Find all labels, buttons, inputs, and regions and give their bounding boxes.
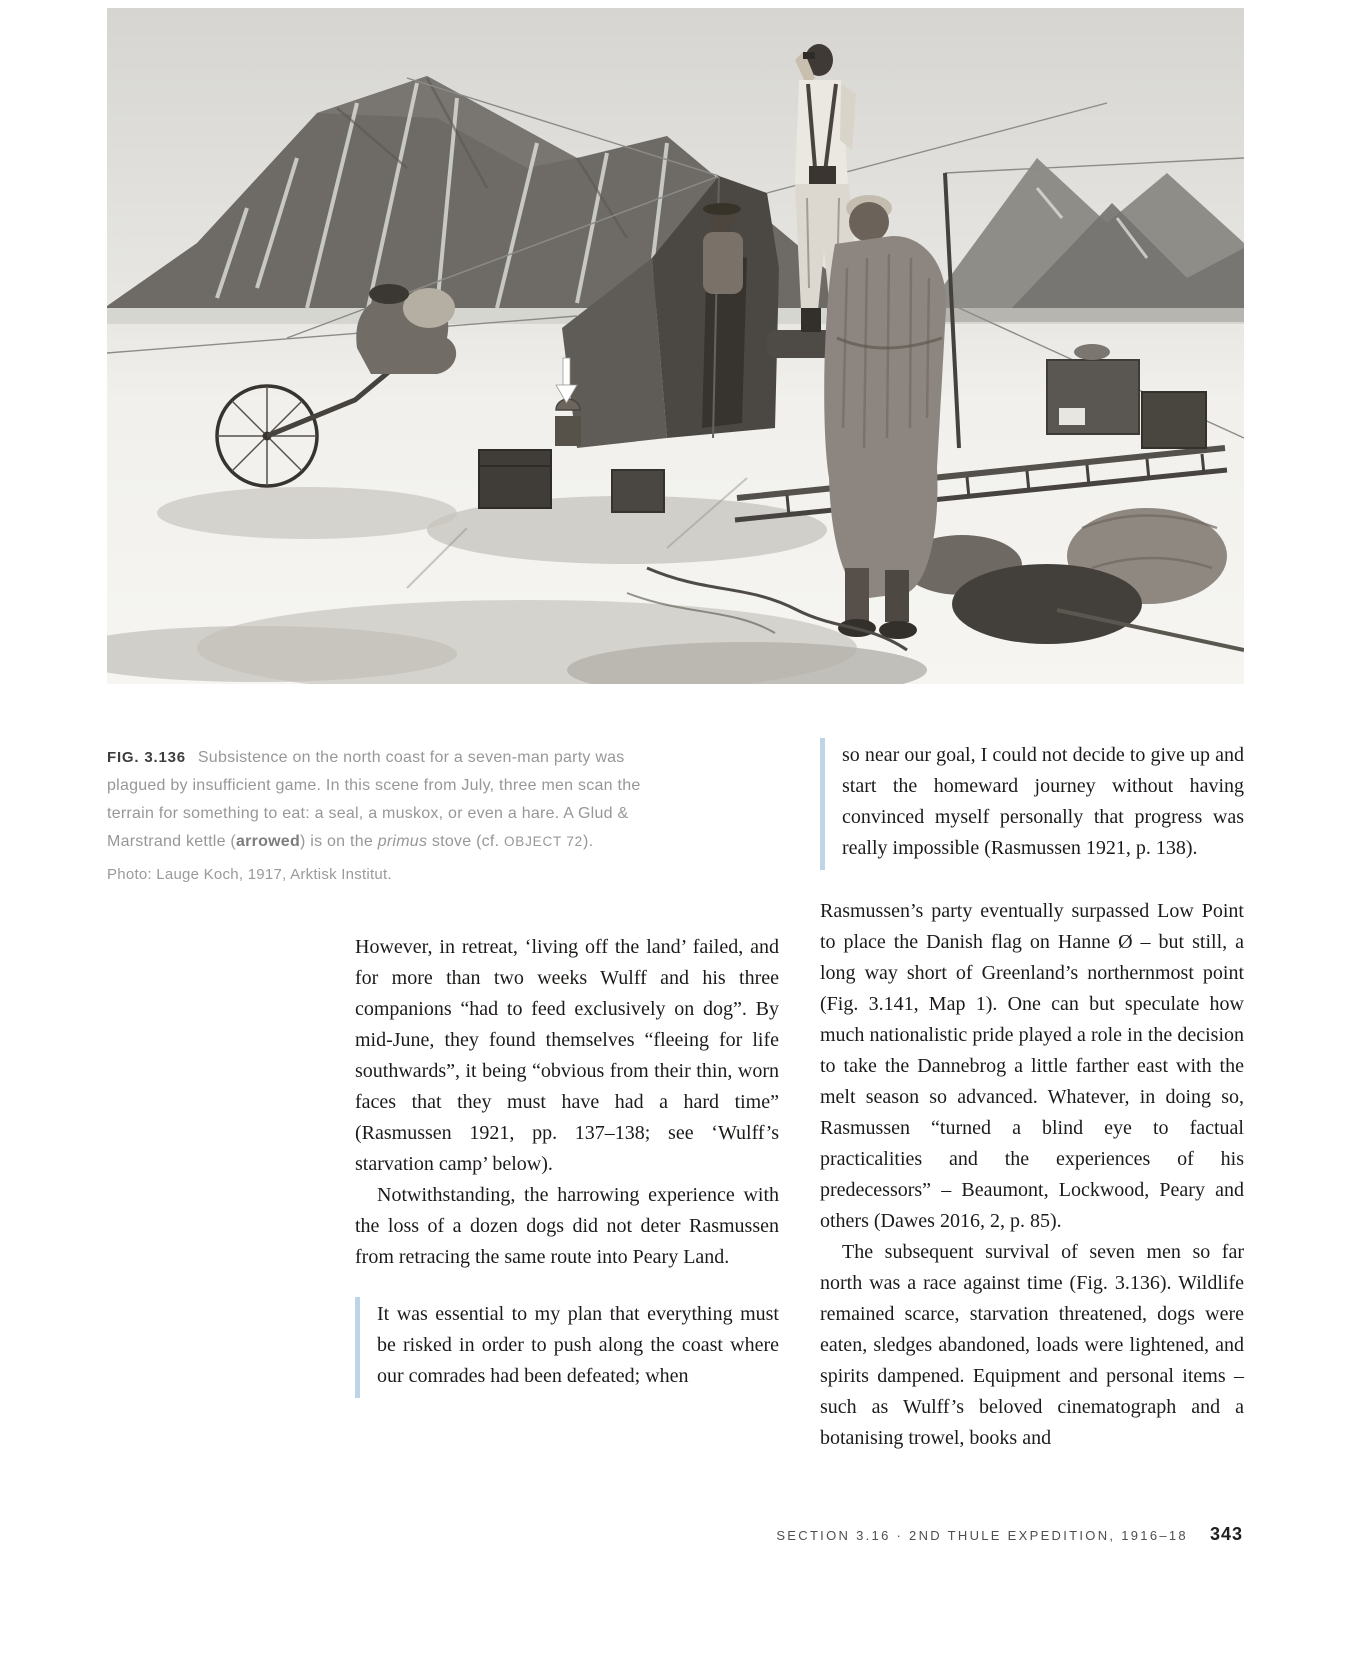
caption-bold-arrowed: arrowed bbox=[235, 833, 300, 850]
blockquote bbox=[355, 1297, 779, 1398]
running-footer-section: SECTION 3.16 · 2ND THULE EXPEDITION, 1916–18 bbox=[776, 1528, 1188, 1543]
quote-text: It was essential to my plan that everything must be risked in order to push along the coast where our comrades had been defeated; when bbox=[377, 1303, 779, 1387]
page-footer bbox=[776, 1524, 1243, 1545]
expedition-photo bbox=[107, 8, 1244, 684]
caption-text: Subsistence on the north coast for a seven-man party was plagued by insufficient game. In this scene from July, three men scan the terrain for something to eat: a seal, a muskox, or even a hare. A Glud & Marstrand kettle ( bbox=[107, 749, 641, 850]
caption-text: stove (cf. bbox=[427, 833, 504, 850]
figure-caption bbox=[107, 744, 655, 856]
photo-open-water bbox=[907, 308, 1244, 322]
caption-object-ref: OBJECT 72 bbox=[504, 834, 583, 849]
quote-bar bbox=[355, 1297, 360, 1398]
caption-italic-primus: primus bbox=[377, 833, 428, 850]
blockquote bbox=[820, 738, 1244, 870]
paragraph: The subsequent survival of seven men so far north was a race against time (Fig. 3.136). Wildlife remained scarce, starvation threatened, dogs were eaten, sledges abandoned, loads were lightened, and spirits dampened. Equipment and personal items – such as Wulff’s beloved cinematograph and a botanising trowel, books and bbox=[820, 1241, 1244, 1449]
left-column bbox=[355, 932, 779, 1398]
right-column bbox=[820, 738, 1244, 1454]
figure-label: FIG. 3.136 bbox=[107, 749, 186, 766]
paragraph: Rasmussen’s party eventually surpassed Low Point to place the Danish flag on Hanne Ø – but still, a long way short of Greenland’s northernmost point (Fig. 3.141, Map 1). One can but speculate how much nationalistic pride played a role in the decision to take the Dannebrog a little farther east with the melt season so advanced. Whatever, in doing so, Rasmussen “turned a blind eye to factual practicalities and the experiences of his predecessors” – Beaumont, Lockwood, Peary and others (Dawes 2016, 2, p. 85). bbox=[820, 900, 1244, 1232]
expedition-photo-art bbox=[107, 8, 1244, 684]
paragraph: However, in retreat, ‘living off the land’ failed, and for more than two weeks Wulff and his three companions “had to feed exclusively on dog”. By mid-June, they found themselves “fleeing for life southwards”, it being “obvious from their thin, worn faces that they must have had a hard time” (Rasmussen 1921, pp. 137–138; see ‘Wulff’s starvation camp’ below). bbox=[355, 936, 779, 1175]
quote-text: so near our goal, I could not decide to give up and start the homeward journey without having convinced myself personally that progress was really impossible (Rasmussen 1921, p. 138). bbox=[842, 744, 1244, 859]
caption-text: ). bbox=[582, 833, 594, 850]
quote-bar bbox=[820, 738, 825, 870]
photo-credit: Photo: Lauge Koch, 1917, Arktisk Institut. bbox=[107, 866, 392, 883]
paragraph: Notwithstanding, the harrowing experience with the loss of a dozen dogs did not deter Rasmussen from retracing the same route into Peary Land. bbox=[355, 1184, 779, 1268]
caption-text: ) is on the bbox=[299, 833, 378, 850]
page-number: 343 bbox=[1209, 1524, 1243, 1544]
